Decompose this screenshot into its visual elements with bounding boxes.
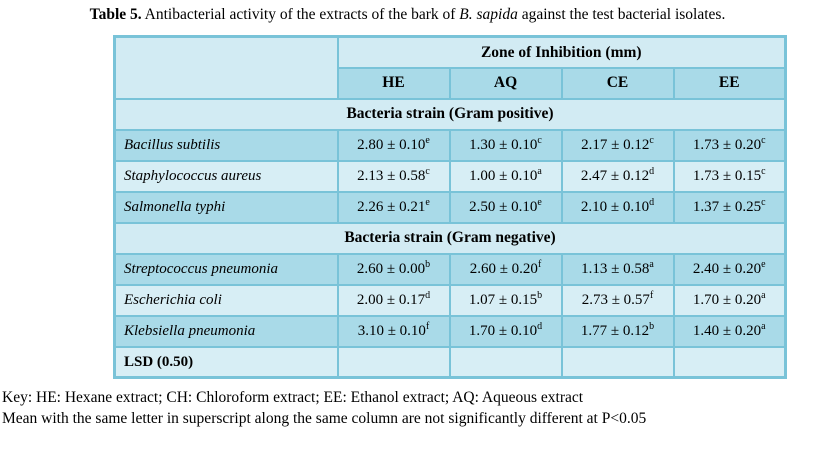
empty-cell <box>562 347 674 378</box>
gram-positive-section-header: Bacteria strain (Gram positive) <box>115 99 786 130</box>
value-cell <box>450 316 562 347</box>
value-cell <box>562 316 674 347</box>
value-cell <box>562 254 674 285</box>
value-cell <box>450 161 562 192</box>
empty-cell <box>338 347 450 378</box>
significance-letter: c <box>761 134 766 146</box>
value-cell <box>562 161 674 192</box>
significance-letter: d <box>649 165 655 177</box>
mean-value: 1.00 ± 0.10 <box>469 167 538 184</box>
caption-text-1: Antibacterial activity of the extracts of the bark of <box>141 6 460 23</box>
bacteria-name: Streptococcus pneumonia <box>115 254 338 285</box>
significance-letter: d <box>425 289 431 301</box>
mean-value: 2.26 ± 0.21 <box>357 198 426 215</box>
mean-value: 2.60 ± 0.20 <box>469 260 538 277</box>
mean-value: 2.50 ± 0.10 <box>469 198 538 215</box>
bacteria-name: Salmonella typhi <box>115 192 338 223</box>
significance-letter: b <box>537 289 543 301</box>
empty-cell <box>674 347 786 378</box>
mean-value: 1.30 ± 0.10 <box>469 136 538 153</box>
column-header-aq: AQ <box>450 68 562 99</box>
empty-cell <box>450 347 562 378</box>
mean-value: 2.47 ± 0.12 <box>580 167 650 184</box>
significance-letter: a <box>761 289 766 301</box>
column-header-ce: CE <box>562 68 674 99</box>
mean-value: 1.07 ± 0.15 <box>468 291 538 308</box>
mean-value: 1.40 ± 0.20 <box>692 322 762 339</box>
zone-header-row <box>115 37 786 68</box>
significance-letter: a <box>537 165 542 177</box>
significance-letter: c <box>761 196 766 208</box>
mean-value: 2.80 ± 0.10 <box>357 136 426 153</box>
significance-letter: e <box>761 258 766 270</box>
lsd-row <box>115 347 786 378</box>
bacteria-name: Bacillus subtilis <box>115 130 338 161</box>
zone-of-inhibition-header: Zone of Inhibition (mm) <box>338 37 786 68</box>
mean-value: 2.40 ± 0.20 <box>692 260 762 277</box>
table-notes <box>2 388 815 428</box>
caption-number: Table 5. <box>89 6 142 23</box>
significance-letter: f <box>537 258 542 270</box>
key-line: Key: HE: Hexane extract; CH: Chloroform extract; EE: Ethanol extract; AQ: Aqueous extract <box>2 389 584 407</box>
value-cell <box>674 192 786 223</box>
mean-value: 2.60 ± 0.00 <box>356 260 426 277</box>
caption-text-2: against the test bacterial isolates. <box>517 6 726 23</box>
value-cell <box>562 130 674 161</box>
significance-letter: f <box>649 289 654 301</box>
value-cell <box>450 254 562 285</box>
value-cell <box>674 316 786 347</box>
section-header-row <box>115 99 786 130</box>
table-row <box>115 161 786 192</box>
table-row <box>115 130 786 161</box>
table-row <box>115 192 786 223</box>
significance-letter: c <box>425 165 430 177</box>
mean-value: 1.73 ± 0.20 <box>692 136 762 153</box>
column-header-he: HE <box>338 68 450 99</box>
section-header-row <box>115 223 786 254</box>
mean-value: 2.17 ± 0.12 <box>581 136 650 153</box>
significance-letter: b <box>425 258 431 270</box>
bacteria-name: Staphylococcus aureus <box>115 161 338 192</box>
mean-value: 3.10 ± 0.10 <box>357 322 426 339</box>
significance-letter: b <box>649 320 655 332</box>
mean-value: 2.73 ± 0.57 <box>581 291 650 308</box>
value-cell <box>562 192 674 223</box>
significance-letter: a <box>649 258 654 270</box>
significance-letter: c <box>537 134 542 146</box>
mean-value: 2.10 ± 0.10 <box>580 198 650 215</box>
gram-negative-section-header: Bacteria strain (Gram negative) <box>115 223 786 254</box>
value-cell <box>338 192 450 223</box>
significance-letter: e <box>425 196 430 208</box>
significance-letter: d <box>537 320 543 332</box>
antibacterial-activity-table <box>113 35 787 379</box>
value-cell <box>562 285 674 316</box>
significance-letter: e <box>425 134 430 146</box>
significance-letter: c <box>761 165 766 177</box>
value-cell <box>674 254 786 285</box>
significance-letter: d <box>649 196 655 208</box>
value-cell <box>338 130 450 161</box>
mean-value: 1.73 ± 0.15 <box>692 167 762 184</box>
bacteria-name: Klebsiella pneumonia <box>115 316 338 347</box>
bacteria-name: Escherichia coli <box>115 285 338 316</box>
value-cell <box>450 192 562 223</box>
mean-value: 1.37 ± 0.25 <box>692 198 762 215</box>
mean-value: 1.77 ± 0.12 <box>580 322 650 339</box>
value-cell <box>338 254 450 285</box>
value-cell <box>450 285 562 316</box>
lsd-label: LSD (0.50) <box>115 347 338 378</box>
significance-letter: c <box>649 134 654 146</box>
table-row <box>115 254 786 285</box>
value-cell <box>338 316 450 347</box>
table-caption <box>0 0 815 24</box>
mean-value: 1.13 ± 0.58 <box>581 260 650 277</box>
value-cell <box>450 130 562 161</box>
value-cell <box>674 161 786 192</box>
value-cell <box>674 130 786 161</box>
corner-empty-cell <box>115 37 338 99</box>
mean-value: 2.13 ± 0.58 <box>357 167 426 184</box>
table-row <box>115 285 786 316</box>
mean-value: 1.70 ± 0.10 <box>468 322 538 339</box>
table-row <box>115 316 786 347</box>
significance-letter: e <box>537 196 542 208</box>
significance-letter: a <box>761 320 766 332</box>
significance-letter: f <box>425 320 430 332</box>
value-cell <box>338 285 450 316</box>
value-cell <box>338 161 450 192</box>
mean-value: 2.00 ± 0.17 <box>356 291 426 308</box>
significance-note: Mean with the same letter in superscript along the same column are not significantly different at P<0.05 <box>2 409 647 427</box>
caption-species: B. sapida <box>459 6 518 23</box>
value-cell <box>674 285 786 316</box>
mean-value: 1.70 ± 0.20 <box>692 291 762 308</box>
column-header-ee: EE <box>674 68 786 99</box>
